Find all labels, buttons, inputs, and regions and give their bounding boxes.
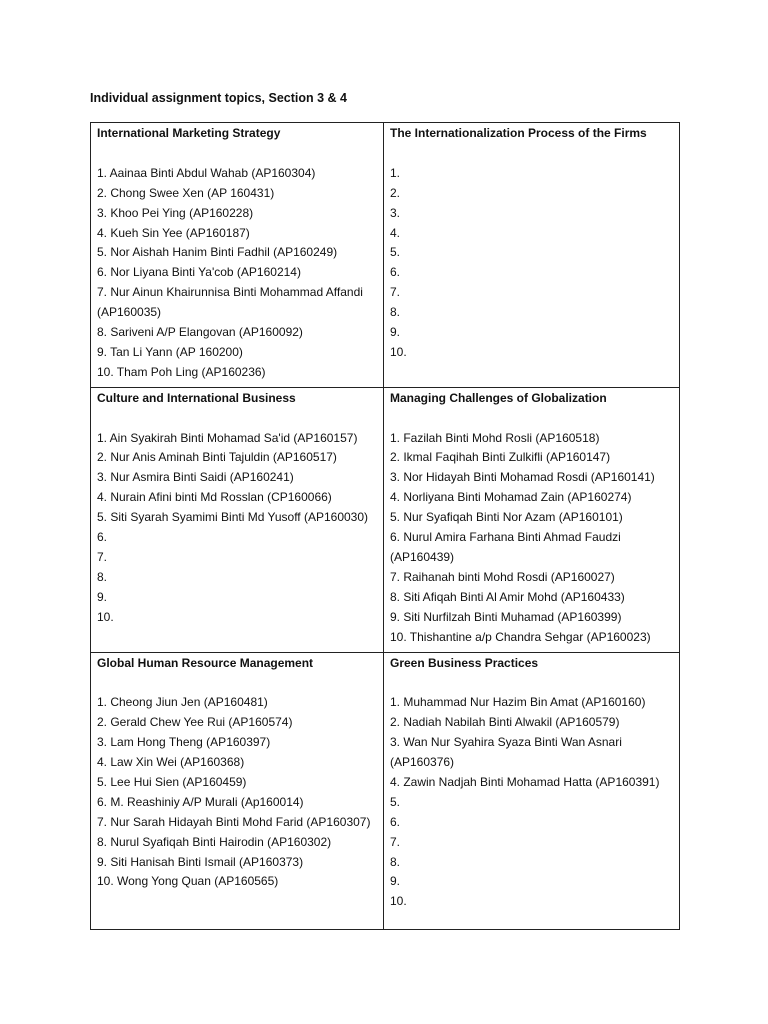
list-item: 4. (390, 225, 401, 240)
list-item: 8. Siti Afiqah Binti Al Amir Mohd (AP160433) (390, 589, 625, 604)
list-item: 3. Wan Nur Syahira Syaza Binti Wan Asnari (AP160376) (390, 735, 622, 769)
list-item: 5. Siti Syarah Syamimi Binti Md Yusoff (AP160030) (97, 510, 369, 525)
student-list (97, 164, 377, 383)
list-item: 1. Cheong Jiun Jen (AP160481) (97, 695, 268, 710)
list-item: 9. (390, 325, 401, 340)
list-item: 7. Raihanah binti Mohd Rosdi (AP160027) (390, 569, 615, 584)
list-item: 10. (97, 609, 114, 624)
list-item: 8. Nurul Syafiqah Binti Hairodin (AP160302) (97, 834, 332, 849)
list-item: 7. (97, 549, 108, 564)
list-item: 9. (97, 589, 108, 604)
list-item: 8. (390, 305, 401, 320)
student-list (97, 693, 377, 892)
topic-cell (384, 123, 680, 388)
list-item: 5. (390, 794, 401, 809)
list-item: 2. Gerald Chew Yee Rui (AP160574) (97, 715, 293, 730)
list-item: 7. (390, 834, 401, 849)
student-list (97, 429, 377, 628)
topic-cell (384, 652, 680, 929)
list-item: 2. Chong Swee Xen (AP 160431) (97, 185, 275, 200)
list-item: 10. Wong Yong Quan (AP160565) (97, 874, 279, 889)
list-item: 6. Nurul Amira Farhana Binti Ahmad Faudzi (AP160439) (390, 530, 621, 564)
list-item: 1. Muhammad Nur Hazim Bin Amat (AP160160) (390, 695, 646, 710)
list-item: 1. (390, 165, 401, 180)
topic-cell (91, 652, 384, 929)
list-item: 8. (97, 569, 108, 584)
list-item: 5. Nor Aishah Hanim Binti Fadhil (AP160249) (97, 245, 338, 260)
topic-cell (91, 387, 384, 652)
topic-cell (384, 387, 680, 652)
list-item: 7. Nur Ainun Khairunnisa Binti Mohammad Affandi (AP160035) (97, 285, 363, 320)
list-item: 8. (390, 854, 401, 869)
list-item: 6. (390, 265, 401, 280)
topic-title: The Internationalization Process of the Firms (390, 126, 647, 140)
student-list (390, 164, 673, 363)
list-item: 9. Tan Li Yann (AP 160200) (97, 344, 243, 359)
list-item: 3. Lam Hong Theng (AP160397) (97, 735, 271, 750)
list-item: 10. (390, 894, 407, 909)
list-item: 4. Law Xin Wei (AP160368) (97, 755, 245, 769)
list-item: 1. Fazilah Binti Mohd Rosli (AP160518) (390, 430, 600, 445)
list-item: 9. Siti Hanisah Binti Ismail (AP160373) (97, 854, 304, 869)
list-item: 2. (390, 185, 401, 200)
list-item: 7. (390, 285, 401, 300)
list-item: 7. Nur Sarah Hidayah Binti Mohd Farid (AP160307) (97, 814, 371, 829)
list-item: 1. Aainaa Binti Abdul Wahab (AP160304) (97, 165, 316, 180)
list-item: 6. M. Reashiniy A/P Murali (Ap160014) (97, 794, 304, 809)
list-item: 10. (390, 344, 407, 359)
list-item: 3. Nur Asmira Binti Saidi (AP160241) (97, 470, 294, 485)
list-item: 3. Khoo Pei Ying (AP160228) (97, 205, 254, 220)
list-item: 10. Tham Poh Ling (AP160236) (97, 364, 266, 379)
list-item: 3. Nor Hidayah Binti Mohamad Rosdi (AP160141) (390, 470, 655, 485)
topic-title: Culture and International Business (97, 390, 296, 405)
list-item: 6. Nor Liyana Binti Ya'cob (AP160214) (97, 265, 301, 280)
list-item: 9. Siti Nurfilzah Binti Muhamad (AP160399) (390, 609, 622, 624)
table-row (91, 123, 680, 388)
list-item: 5. (390, 245, 401, 260)
topic-title: Managing Challenges of Globalization (390, 390, 607, 405)
list-item: 1. Ain Syakirah Binti Mohamad Sa'id (AP160157) (97, 430, 358, 445)
list-item: 2. Nur Anis Aminah Binti Tajuldin (AP160517) (97, 450, 337, 465)
list-item: 8. Sariveni A/P Elangovan (AP160092) (97, 325, 303, 340)
list-item: 9. (390, 874, 401, 889)
list-item: 6. (390, 814, 401, 829)
list-item: 2. Nadiah Nabilah Binti Alwakil (AP160579) (390, 715, 620, 730)
topic-title: Green Business Practices (390, 655, 539, 670)
list-item: 3. (390, 205, 401, 220)
list-item: 4. Norliyana Binti Mohamad Zain (AP160274) (390, 490, 632, 505)
list-item: 4. Kueh Sin Yee (AP160187) (97, 225, 250, 240)
list-item: 2. Ikmal Faqihah Binti Zulkifli (AP160147) (390, 450, 611, 465)
list-item: 6. (97, 530, 108, 545)
topics-table (90, 122, 680, 930)
list-item: 5. Lee Hui Sien (AP160459) (97, 774, 247, 789)
list-item: 4. Zawin Nadjah Binti Mohamad Hatta (AP160391) (390, 774, 660, 789)
list-item: 4. Nurain Afini binti Md Rosslan (CP160066) (97, 490, 332, 505)
topic-title: International Marketing Strategy (97, 126, 281, 140)
document-title: Individual assignment topics, Section 3 & 4 (90, 91, 348, 105)
student-list (390, 693, 673, 912)
topic-cell (91, 123, 384, 388)
table-row (91, 387, 680, 652)
table-row (91, 652, 680, 929)
list-item: 10. Thishantine a/p Chandra Sehgar (AP160023) (390, 629, 651, 644)
student-list (390, 429, 673, 648)
list-item: 5. Nur Syafiqah Binti Nor Azam (AP160101) (390, 510, 623, 525)
topic-title: Global Human Resource Management (97, 655, 314, 670)
